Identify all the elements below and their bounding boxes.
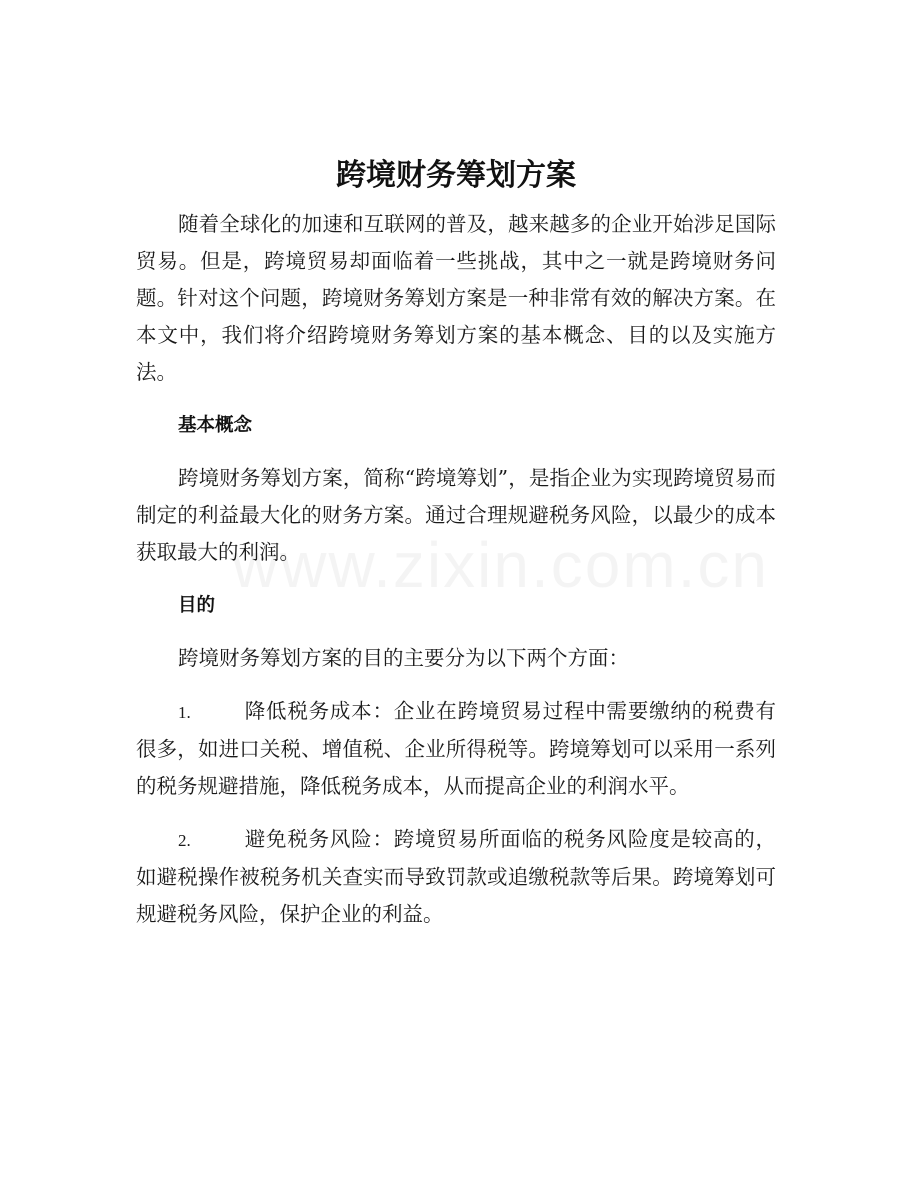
document-title: 跨境财务筹划方案 bbox=[336, 158, 576, 193]
intro-paragraph: 随着全球化的加速和互联网的普及，越来越多的企业开始涉足国际贸易。但是，跨境贸易却面临着一些挑战，其中之一就是跨境财务问题。针对这个问题，跨境财务筹划方案是一种非常有效的解决方案。在本文中，我们将介绍跨境财务筹划方案的基本概念、目的以及实施方法。 bbox=[136, 212, 776, 384]
list-number: 1. bbox=[178, 703, 191, 722]
document-page bbox=[136, 150, 776, 949]
section-heading-basic-concept: 基本概念 bbox=[178, 415, 253, 436]
basic-concept-paragraph: 跨境财务筹划方案，简称“跨境筹划”，是指企业为实现跨境贸易而制定的利益最大化的财务方案。通过合理规避税务风险，以最少的成本获取最大的利润。 bbox=[136, 466, 776, 564]
list-item-text: 避免税务风险：跨境贸易所面临的税务风险度是较高的，如避税操作被税务机关查实而导致罚款或追缴税款等后果。跨境筹划可规避税务风险，保护企业的利益。 bbox=[136, 827, 776, 926]
list-item bbox=[136, 693, 776, 805]
list-number: 2. bbox=[178, 831, 191, 850]
section-heading-purpose: 目的 bbox=[178, 595, 216, 616]
purpose-paragraph: 跨境财务筹划方案的目的主要分为以下两个方面： bbox=[178, 646, 629, 670]
list-item-text: 降低税务成本：企业在跨境贸易过程中需要缴纳的税费有很多，如进口关税、增值税、企业所得税等。跨境筹划可以采用一系列的税务规避措施，降低税务成本，从而提高企业的利润水平。 bbox=[136, 699, 776, 798]
list-item bbox=[136, 821, 776, 933]
